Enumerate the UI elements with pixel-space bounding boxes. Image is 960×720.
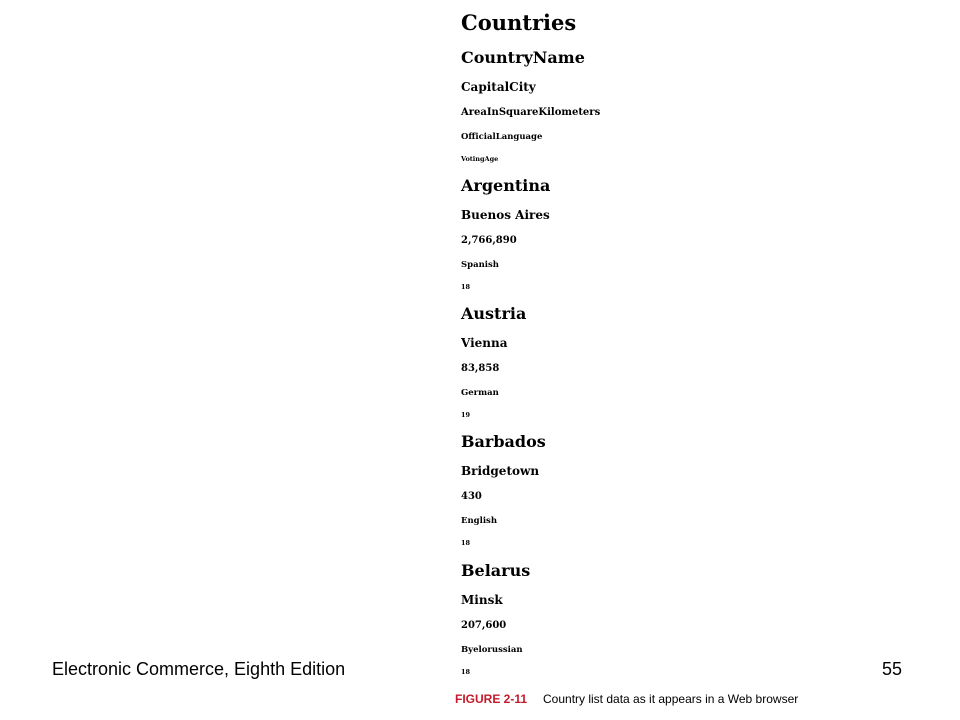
field-official-language: OfficialLanguage <box>461 132 543 142</box>
country-area: 207,600 <box>461 620 507 631</box>
field-area: AreaInSquareKilometers <box>461 107 601 118</box>
country-capital: Minsk <box>461 593 503 607</box>
country-name: Belarus <box>461 561 531 580</box>
country-language: English <box>461 516 498 526</box>
country-area: 430 <box>461 491 482 502</box>
page-number: 55 <box>882 659 903 679</box>
country-language: German <box>461 388 499 398</box>
country-voting-age: 18 <box>461 539 471 547</box>
country-capital: Vienna <box>461 336 508 350</box>
document-title: Countries <box>461 10 577 35</box>
country-language: Spanish <box>461 260 499 270</box>
country-name: Austria <box>461 304 527 323</box>
footer-source-title: Electronic Commerce, Eighth Edition <box>52 659 346 679</box>
figure-caption-text: Country list data as it appears in a Web browser <box>543 692 799 706</box>
figure-caption <box>455 693 798 705</box>
country-area: 83,858 <box>461 363 500 374</box>
country-area: 2,766,890 <box>461 235 517 246</box>
country-voting-age: 19 <box>461 411 471 419</box>
country-capital: Buenos Aires <box>461 208 550 222</box>
country-language: Byelorussian <box>461 645 523 655</box>
field-voting-age: VotingAge <box>461 155 499 163</box>
field-country-name: CountryName <box>461 48 585 67</box>
country-capital: Bridgetown <box>461 464 540 478</box>
country-name: Barbados <box>461 432 546 451</box>
country-voting-age: 18 <box>461 283 471 291</box>
country-voting-age: 18 <box>461 668 471 676</box>
figure-label: FIGURE 2-11 <box>455 692 528 706</box>
country-name: Argentina <box>461 176 551 195</box>
field-capital-city: CapitalCity <box>461 80 536 94</box>
browser-document <box>461 0 881 690</box>
